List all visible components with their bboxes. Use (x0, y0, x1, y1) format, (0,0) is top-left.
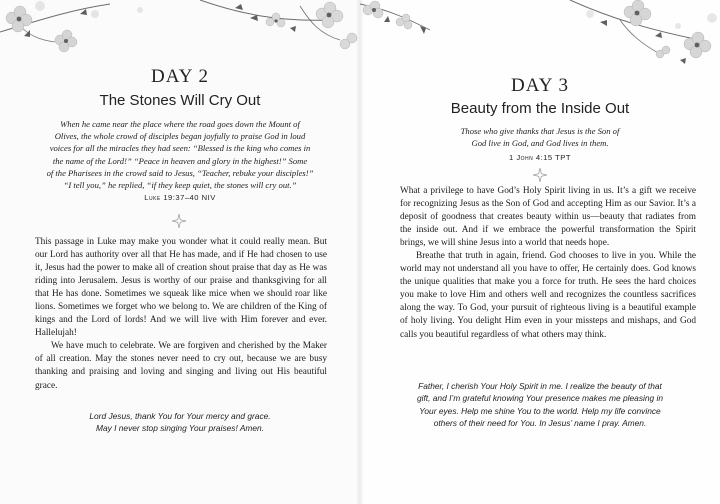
right-page (360, 0, 720, 504)
scripture-verse (380, 125, 700, 149)
verse-line: Olives, the whole crowd of disciples began joyfully to praise God in loud (54, 131, 306, 142)
verse-line: When he came near the place where the road goes down the Mount of (60, 119, 300, 129)
day-heading: DAY 2 (151, 66, 209, 87)
sparkle-icon (172, 214, 186, 228)
sparkle-icon (533, 168, 547, 182)
verse-line: the name of the Lord!” “Peace in heaven and glory in the highest!” Some (52, 155, 308, 166)
scripture-reference: 1 John 4:15 TPT (509, 153, 571, 162)
day-heading: DAY 3 (511, 75, 569, 96)
prayer-line: others of their need for You. In Jesus’ name I pray. Amen. (433, 418, 647, 429)
prayer-line: Father, I cherish Your Holy Spirit in me. I realize the beauty of that (418, 381, 662, 391)
verse-line: voices for all the miracles they had seen: “Blessed is the king who comes in (49, 143, 311, 154)
verse-line: of the Pharisees in the crowd said to Jesus, “Teacher, rebuke your disciples!” (46, 167, 314, 178)
body-paragraph: What a privilege to have God’s Holy Spirit living in us. It’s a gift we receive for recognizing Jesus as the Son of God and accepting Him as our Savior. It’s a deposit of goodness that creates beauty within us—beauty that radiates from the inside out. And if we embrace the powerful transformation the Spirit brings, we will shine Jesus into a world that needs hope. (400, 186, 696, 249)
floral-decoration-icon (0, 0, 360, 60)
prayer-line: gift, and I’m grateful knowing Your presence makes me pleasing in (416, 393, 664, 404)
verse-line: God live in God, and God lives in them. (471, 138, 609, 149)
prayer-line: Lord Jesus, thank You for Your mercy and grace. (89, 411, 271, 421)
book-gutter (356, 0, 364, 504)
floral-decoration-icon (360, 0, 720, 70)
verse-line: Those who give thanks that Jesus is the Son of (460, 126, 620, 136)
verse-line: “I tell you,” he replied, “if they keep quiet, the stones will cry out.” (63, 180, 297, 191)
devotion-body (400, 185, 696, 342)
scripture-verse (22, 118, 338, 191)
prayer-line: Your eyes. Help me shine You to the world. Help my life convince (419, 405, 661, 416)
body-paragraph: Breathe that truth in again, friend. God chooses to live in you. While the world may not understand all you have to offer, He certainly does. God knows the unique qualities that make you a force for truth. He sees the hard choices you make to love Him and others well and recognizes the countless sacrifices along the way. To God, your pursuit of righteous living is a beautiful example of holy living. You delight Him even in your missteps and mishaps, and God calls you beautiful regardless of what others may think. (400, 251, 696, 340)
body-paragraph: This passage in Luke may make you wonder what it could really mean. But our Lord has authority over all that He has made, and if He had chosen to use it, Jesus had the power to make all of creation shout praise that day as He was riding into Jerusalem. Jesus is worthy of our praise and thanksgiving for all that He has done. Sometimes we squeak like mice when we should roar like lions. Sometimes we forget who we belong to. We are children of the King of kings and the Lord of lords! And we will live with Him forever and ever. Hallelujah! (35, 237, 327, 339)
body-paragraph: We have much to celebrate. We are forgiven and cherished by the Maker of all creation. May the stones never need to cry out, because we are busy thanking and praising and loving and singing and living out His beautiful grace. (35, 341, 327, 391)
prayer-line: May I never stop singing Your praises! Amen. (95, 423, 265, 434)
devotion-title: The Stones Will Cry Out (99, 92, 261, 109)
prayer (20, 410, 340, 435)
prayer (380, 380, 700, 430)
devotion-title: Beauty from the Inside Out (450, 100, 630, 117)
scripture-reference: Luke 19:37–40 NIV (144, 193, 216, 202)
devotion-body (35, 236, 327, 393)
